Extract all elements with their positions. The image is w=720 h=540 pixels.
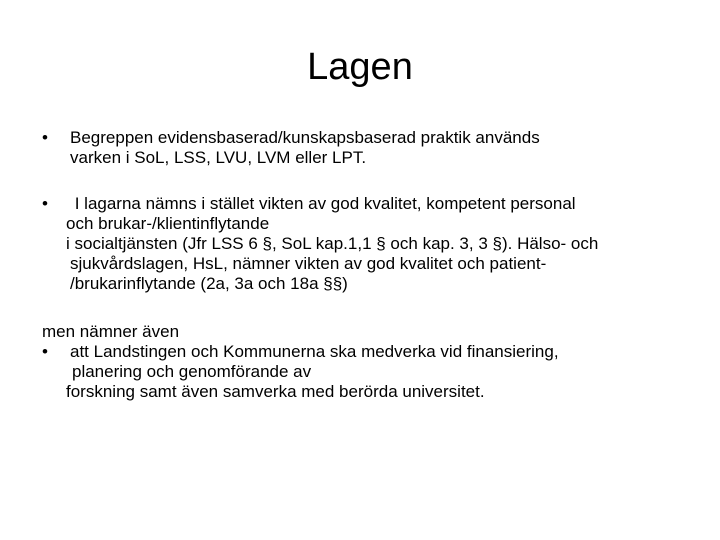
bullet-line: forskning samt även samverka med berörda universitet. — [66, 382, 485, 401]
bullet-line: sjukvårdslagen, HsL, nämner vikten av god kvalitet och patient- — [70, 254, 547, 273]
intro-line: men nämner även — [42, 322, 180, 341]
bullet-icon: • — [42, 128, 48, 147]
bullet-line: och brukar-/klientinflytande — [66, 214, 270, 233]
slide-title: Lagen — [307, 46, 413, 88]
bullet-line: att Landstingen och Kommunerna ska medverka vid finansiering, — [70, 342, 559, 361]
bullet-item — [42, 194, 692, 294]
bullet-item — [42, 128, 692, 168]
bullet-icon: • — [42, 194, 48, 213]
bullet-line: i socialtjänsten (Jfr LSS 6 §, SoL kap.1,1 § och kap. 3, 3 §). Hälso- och — [66, 234, 599, 253]
bullet-line: /brukarinflytande (2a, 3a och 18a §§) — [70, 274, 348, 293]
bullet-line: planering och genomförande av — [72, 362, 312, 381]
bullet-icon: • — [42, 342, 48, 361]
bullet-line: I lagarna nämns i stället vikten av god kvalitet, kompetent personal — [70, 194, 576, 213]
bullet-line: varken i SoL, LSS, LVU, LVM eller LPT. — [70, 148, 367, 167]
slide-content — [42, 128, 692, 402]
bullet-line: Begreppen evidensbaserad/kunskapsbaserad praktik används — [70, 128, 540, 147]
bullet-item — [42, 342, 692, 402]
